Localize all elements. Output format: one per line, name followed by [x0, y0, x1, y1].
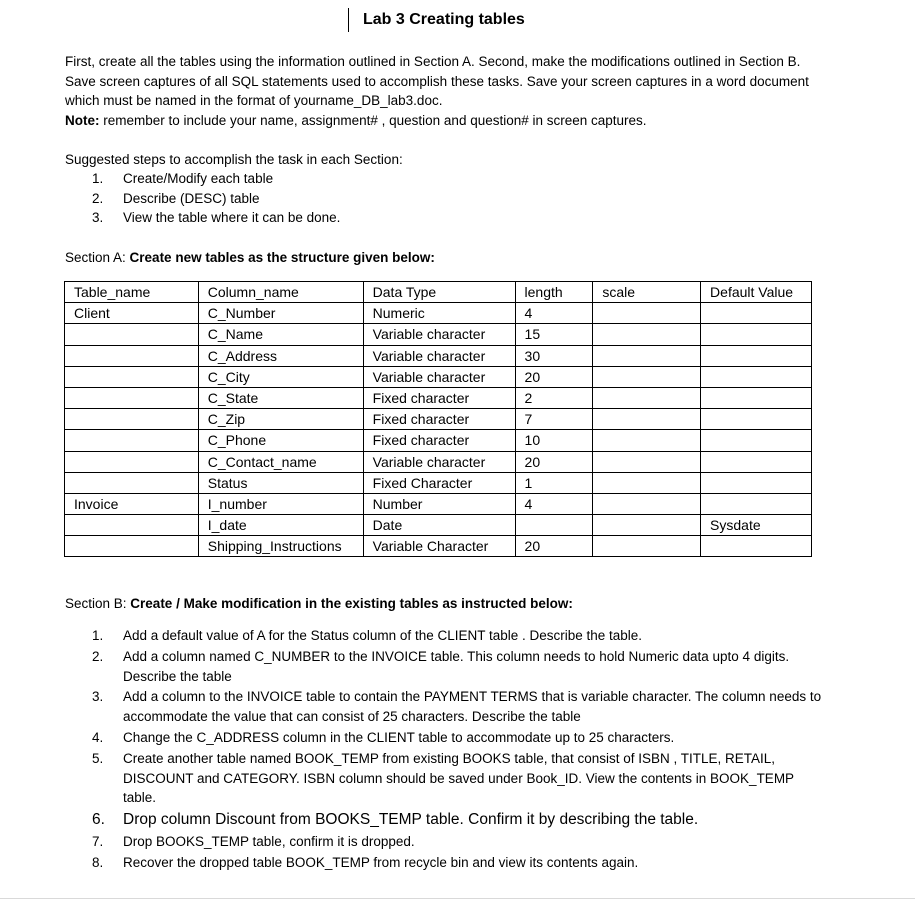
section-a-table — [64, 281, 812, 557]
table-cell: Column_name — [198, 282, 363, 303]
table-cell — [593, 515, 701, 536]
list-item: 3. Add a column to the INVOICE table to contain the PAYMENT TERMS that is variable character. The column needs to accommodate the value that can consist of 25 characters. Describe the table — [92, 689, 822, 725]
table-cell — [701, 387, 812, 408]
table-cell: C_Address — [198, 345, 363, 366]
table-cell: Table_name — [65, 282, 199, 303]
table-cell: C_City — [198, 366, 363, 387]
section-b-title: Create / Make modification in the existing tables as instructed below: — [130, 596, 573, 611]
table-cell: Variable Character — [363, 536, 515, 557]
table-cell — [701, 324, 812, 345]
table-cell — [65, 515, 199, 536]
table-row — [65, 324, 812, 345]
table-cell: Numeric — [363, 303, 515, 324]
table-cell: Fixed character — [363, 387, 515, 408]
table-row — [65, 345, 812, 366]
page-bottom-rule — [0, 898, 915, 899]
list-item: 8. Recover the dropped table BOOK_TEMP from recycle bin and view its contents again. — [92, 854, 639, 870]
table-cell: I_number — [198, 493, 363, 514]
table-cell — [65, 430, 199, 451]
note-text: remember to include your name, assignment# , question and question# in screen captures. — [99, 112, 647, 128]
table-cell: Data Type — [363, 282, 515, 303]
table-cell — [701, 536, 812, 557]
table-cell — [593, 409, 701, 430]
table-cell: Sysdate — [701, 515, 812, 536]
table-cell — [701, 472, 812, 493]
list-item: 7. Drop BOOKS_TEMP table, confirm it is dropped. — [92, 834, 415, 850]
table-row — [65, 409, 812, 430]
table-cell: 7 — [515, 409, 593, 430]
section-a-heading — [65, 248, 825, 268]
table-cell: Fixed character — [363, 430, 515, 451]
table-cell — [593, 493, 701, 514]
section-a-label: Section A: — [65, 250, 130, 265]
table-cell: Variable character — [363, 366, 515, 387]
table-cell: C_Contact_name — [198, 451, 363, 472]
table-cell: 10 — [515, 430, 593, 451]
table-cell — [65, 324, 199, 345]
intro-paragraph — [65, 52, 825, 130]
table-cell: C_Name — [198, 324, 363, 345]
table-cell — [65, 387, 199, 408]
table-cell: length — [515, 282, 593, 303]
table-row — [65, 493, 812, 514]
table-cell: Status — [198, 472, 363, 493]
table-cell: C_State — [198, 387, 363, 408]
table-cell — [65, 366, 199, 387]
table-cell — [593, 536, 701, 557]
table-cell: 2 — [515, 387, 593, 408]
table-cell — [65, 451, 199, 472]
table-cell: Default Value — [701, 282, 812, 303]
table-row — [65, 472, 812, 493]
list-item: 4. Change the C_ADDRESS column in the CLIENT table to accommodate up to 25 characters. — [92, 729, 675, 745]
table-cell: C_Zip — [198, 409, 363, 430]
table-cell: C_Phone — [198, 430, 363, 451]
table-cell: Date — [363, 515, 515, 536]
table-cell — [593, 303, 701, 324]
list-item: 2. Describe (DESC) table — [92, 190, 260, 206]
table-cell: 20 — [515, 366, 593, 387]
table-cell: 20 — [515, 536, 593, 557]
table-cell — [701, 366, 812, 387]
table-cell: scale — [593, 282, 701, 303]
list-item: 6. Drop column Discount from BOOKS_TEMP table. Confirm it by describing the table. — [92, 811, 699, 829]
table-cell: 4 — [515, 493, 593, 514]
table-cell: 20 — [515, 451, 593, 472]
table-cell: Variable character — [363, 451, 515, 472]
table-cell — [701, 345, 812, 366]
steps-list — [92, 169, 340, 228]
table-cell — [701, 409, 812, 430]
table-cell — [593, 451, 701, 472]
title-bar — [348, 8, 525, 32]
table-cell — [515, 515, 593, 536]
table-cell — [65, 536, 199, 557]
table-header-row — [65, 282, 812, 303]
section-b-list — [92, 626, 822, 874]
table-cell — [593, 366, 701, 387]
table-cell: 1 — [515, 472, 593, 493]
table-cell: Invoice — [65, 493, 199, 514]
steps-heading: Suggested steps to accomplish the task in each Section: — [65, 152, 403, 167]
table-cell — [593, 430, 701, 451]
table-cell — [701, 430, 812, 451]
table-cell — [593, 324, 701, 345]
table-cell: 4 — [515, 303, 593, 324]
table-cell: Fixed character — [363, 409, 515, 430]
table-cell — [701, 451, 812, 472]
table-cell: Variable character — [363, 324, 515, 345]
page-title: Lab 3 Creating tables — [363, 11, 525, 28]
table-cell: Shipping_Instructions — [198, 536, 363, 557]
table-cell: Client — [65, 303, 199, 324]
table-row — [65, 515, 812, 536]
table-row — [65, 536, 812, 557]
table-cell: 30 — [515, 345, 593, 366]
table-row — [65, 366, 812, 387]
intro-text: First, create all the tables using the information outlined in Section A. Second, make the modifications outlined in Section B. Save screen captures of all SQL statements used to accomplish these tasks. Save your screen captures in a word document which must be named in the format of yourname_DB_lab3.doc. — [65, 54, 809, 108]
table-row — [65, 451, 812, 472]
table-cell — [593, 472, 701, 493]
list-item: 2. Add a column named C_NUMBER to the INVOICE table. This column needs to hold Numeric data upto 4 digits. Describe the table — [92, 648, 790, 684]
table-cell: I_date — [198, 515, 363, 536]
table-cell — [65, 345, 199, 366]
table-row — [65, 387, 812, 408]
section-b-heading — [65, 594, 825, 614]
table-cell — [701, 493, 812, 514]
table-cell: C_Number — [198, 303, 363, 324]
list-item: 1. Create/Modify each table — [92, 171, 274, 186]
section-b-label: Section B: — [65, 596, 131, 611]
table-row — [65, 303, 812, 324]
note-label: Note: — [65, 112, 100, 128]
table-cell: Fixed Character — [363, 472, 515, 493]
table-cell: Number — [363, 493, 515, 514]
list-item: 3. View the table where it can be done. — [92, 210, 341, 225]
table-row — [65, 430, 812, 451]
table-cell — [65, 472, 199, 493]
table-cell: Variable character — [363, 345, 515, 366]
list-item: 1. Add a default value of A for the Status column of the CLIENT table . Describe the table. — [92, 628, 643, 643]
table-cell: 15 — [515, 324, 593, 345]
table-cell — [593, 387, 701, 408]
table-cell — [65, 409, 199, 430]
table-cell — [593, 345, 701, 366]
section-a-title: Create new tables as the structure given below: — [129, 250, 435, 265]
table-cell — [701, 303, 812, 324]
list-item: 5. Create another table named BOOK_TEMP from existing BOOKS table, that consist of ISBN , TITLE, RETAIL, DISCOUNT and CATEGORY. ISBN column should be saved under Book_ID. View the contents in BOOK_TEMP table. — [92, 750, 794, 806]
